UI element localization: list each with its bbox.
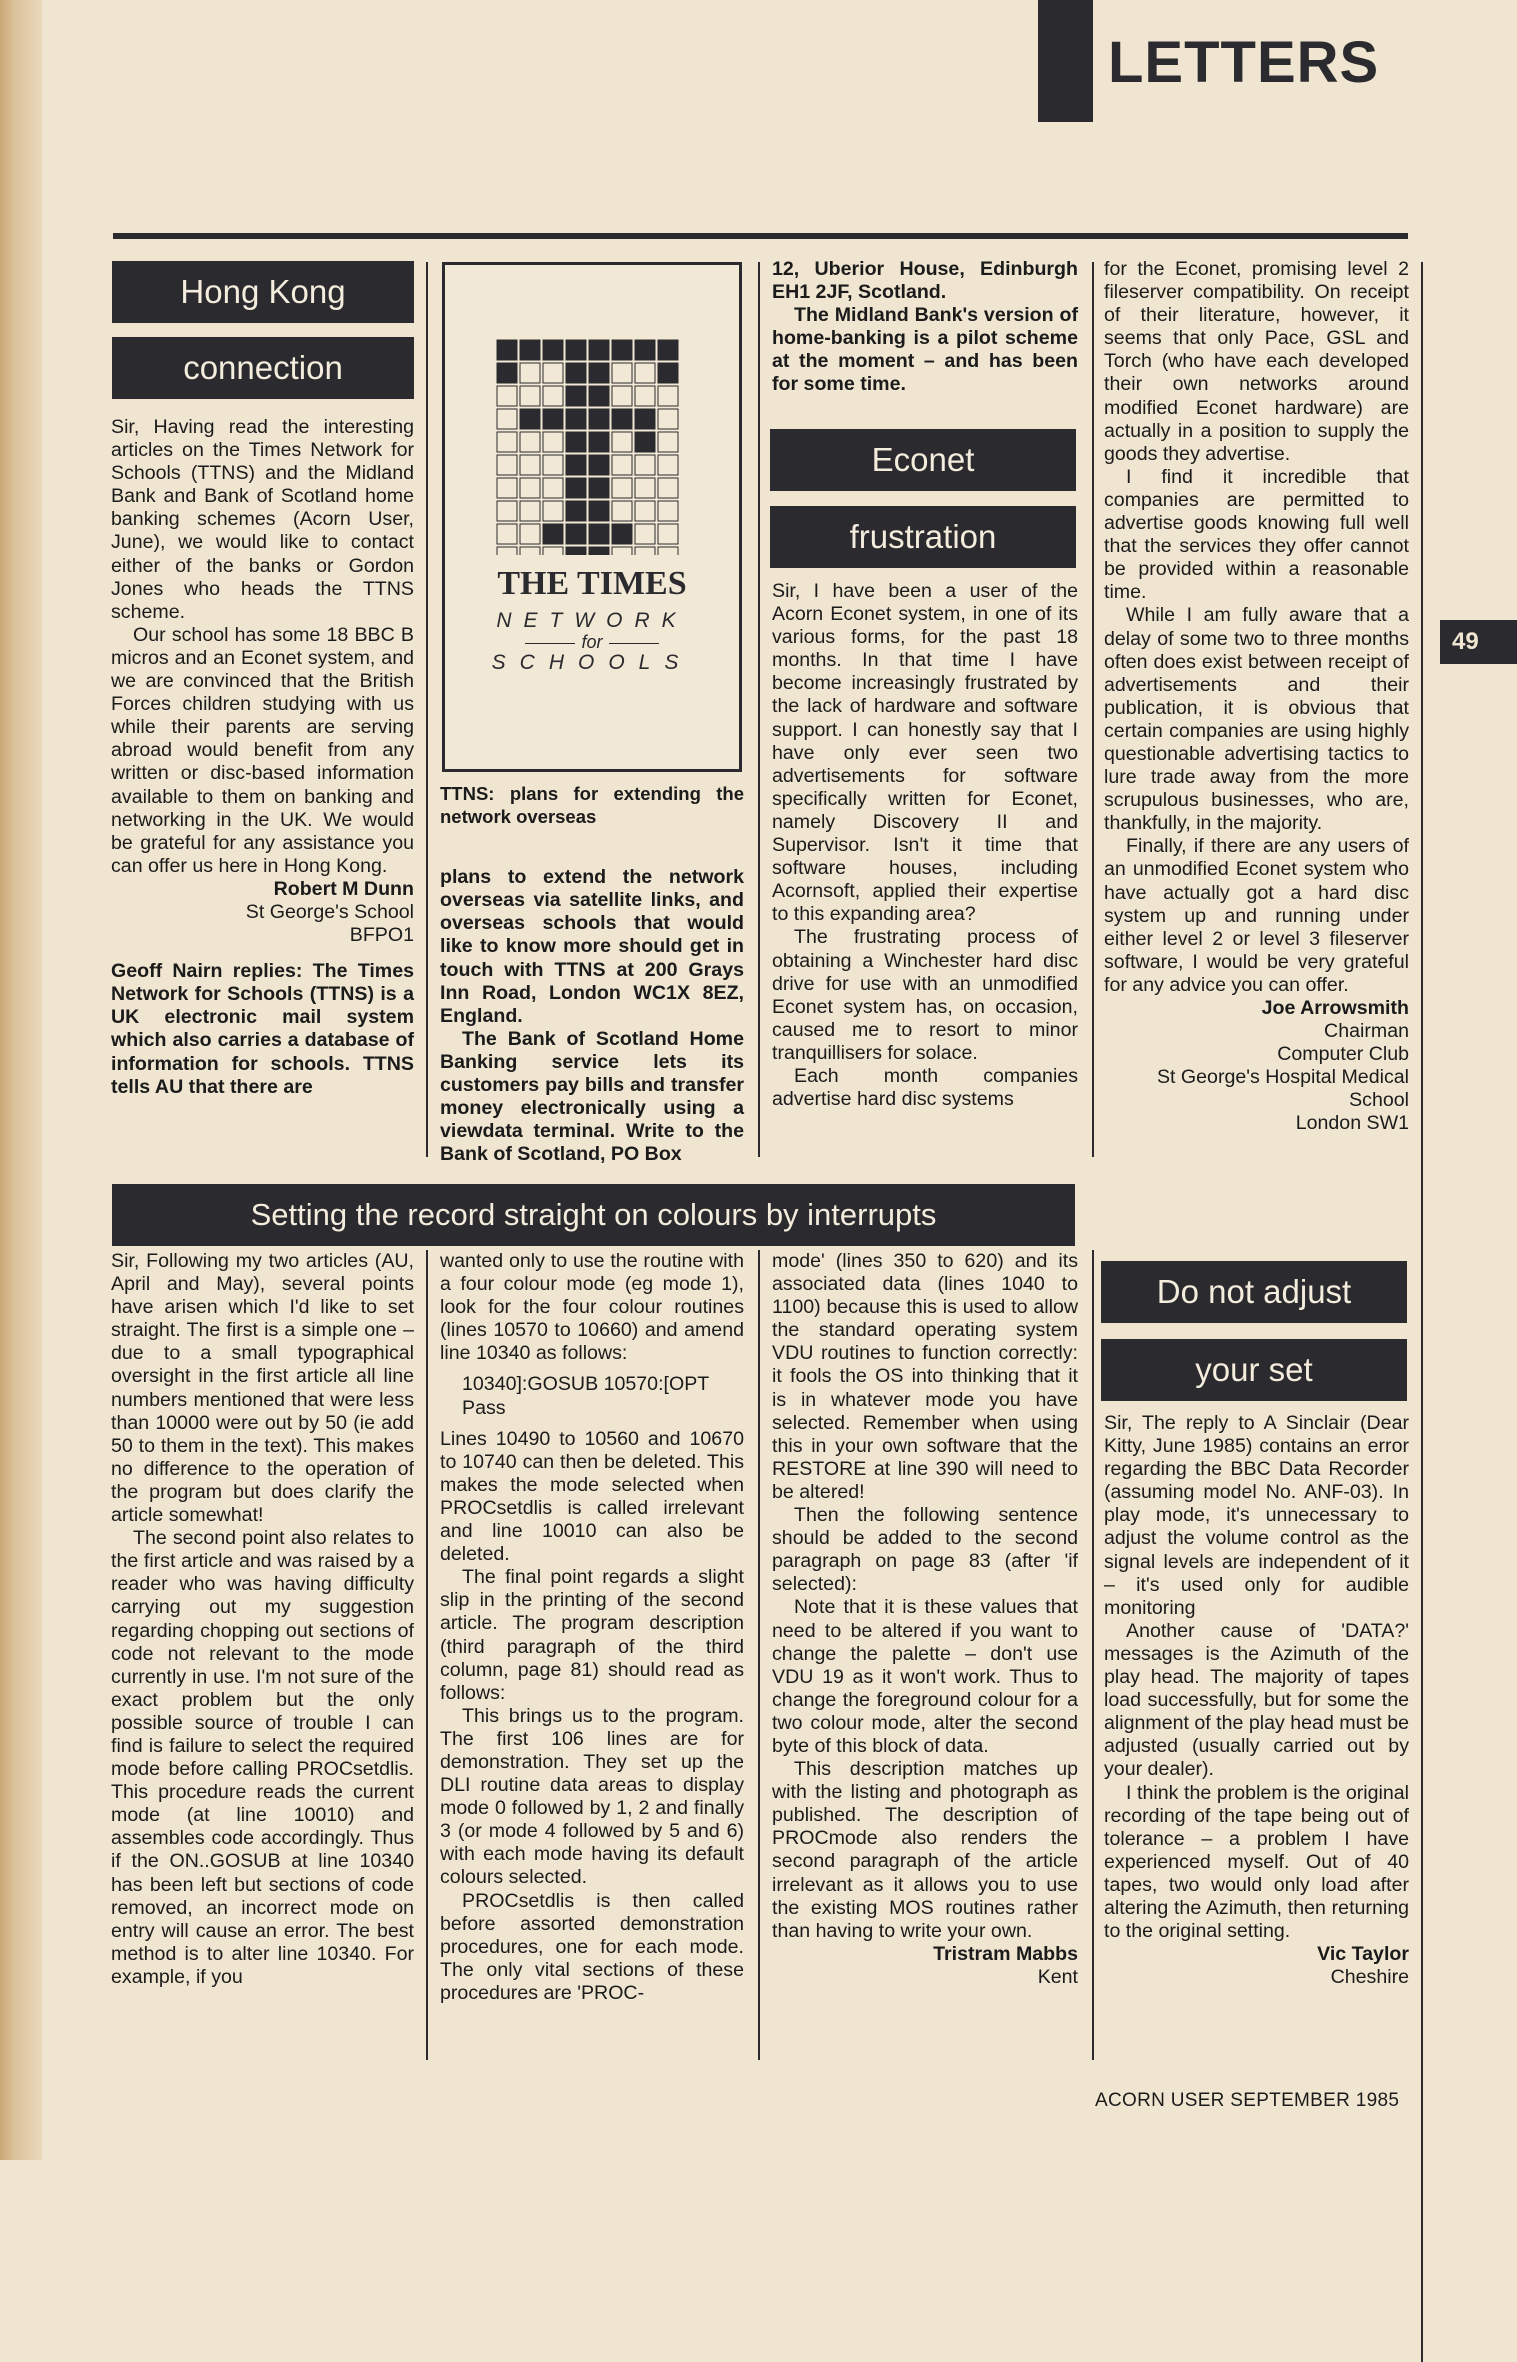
logo-grid-cell: [589, 432, 609, 452]
econet-column-top: [772, 258, 1078, 397]
logo-grid-cell: [658, 547, 678, 555]
logo-grid-cell: [497, 455, 517, 475]
signature-name: Tristram Mabbs: [933, 1942, 1078, 1965]
paragraph: Each month companies advertise hard disc systems: [772, 1064, 1078, 1111]
ttns-logo-network: NETWORK: [496, 609, 688, 632]
logo-grid-cell: [589, 386, 609, 406]
letter-hong-kong-column: [111, 416, 414, 1099]
paragraph: PROCsetdlis is then called before assorted demonstration procedures, one for each mode. The only vital sections of these procedures are 'PROC-: [440, 1889, 744, 2004]
letter-heading: Setting the record straight on colours by interrupts: [113, 1185, 1074, 1245]
logo-grid-cell: [635, 501, 655, 521]
letter-heading: Do not adjust: [1102, 1262, 1406, 1322]
ttns-logo-for: [445, 632, 739, 653]
colours-column-2: [440, 1250, 744, 2005]
logo-grid-cell: [520, 432, 540, 452]
logo-grid-cell: [520, 409, 540, 429]
column-divider: [758, 262, 760, 1157]
signature-line: School: [1349, 1089, 1409, 1112]
logo-grid-cell: [497, 386, 517, 406]
logo-grid-cell: [589, 547, 609, 555]
signature-line: London SW1: [1295, 1112, 1409, 1135]
logo-grid-cell: [612, 409, 632, 429]
logo-grid-cell: [566, 524, 586, 544]
logo-grid-cell: [658, 363, 678, 383]
column-divider: [426, 262, 428, 1157]
letter-heading: frustration: [771, 507, 1075, 567]
paragraph: for the Econet, promising level 2 fileserver compatibility. On receipt of their literature, however, it seems that only Pace, GSL and Torch (who have each developed their own networks around modified Econet hardware) are actually in a position to supply the goods they advertise.: [1104, 258, 1409, 465]
logo-grid-cell: [566, 432, 586, 452]
colours-column-1: [111, 1250, 414, 1989]
logo-grid-cell: [589, 340, 609, 360]
editor-reply: The Midland Bank's version of home-banking is a pilot scheme at the moment – and has been for some time.: [772, 304, 1078, 396]
paragraph: wanted only to use the routine with a four colour mode (eg mode 1), look for the four colour routines (lines 10570 to 10660) and amend line 10340 as follows:: [440, 1250, 744, 1365]
logo-grid-cell: [589, 409, 609, 429]
logo-grid-cell: [497, 478, 517, 498]
logo-grid-cell: [543, 340, 563, 360]
letter-heading: connection: [113, 338, 413, 398]
logo-grid-cell: [566, 478, 586, 498]
logo-grid-cell: [612, 547, 632, 555]
ttns-column: [440, 782, 744, 1166]
logo-grid-cell: [658, 340, 678, 360]
paragraph: Finally, if there are any users of an unmodified Econet system who have actually got a hard disc system up and running under either level 2 or level 3 fileserver software, I would be very grateful for any advice you can offer.: [1104, 835, 1409, 996]
paragraph: The final point regards a slight slip in the printing of the second article. The program description (third paragraph of the third column, page 81) should read as follows:: [440, 1566, 744, 1704]
logo-grid-cell: [635, 432, 655, 452]
logo-grid-cell: [658, 524, 678, 544]
paragraph: Lines 10490 to 10560 and 10670 to 10740 can then be deleted. This makes the mode selected when PROCsetdlis is called irrelevant and line 10010 can also be deleted.: [440, 1427, 744, 1566]
editor-reply: The Bank of Scotland Home Banking service lets its customers pay bills and transfer money electronically using a viewdata terminal. Write to the Bank of Scotland, PO Box: [440, 1027, 744, 1166]
editor-reply: plans to extend the network overseas via satellite links, and overseas schools that would like to know more should get in touch with TTNS at 200 Grays Inn Road, London WC1X 8EZ, England.: [440, 866, 744, 1027]
paragraph: While I am fully aware that a delay of some two to three months often does exist between receipt of advertisements and their publication, it is obvious that certain companies are using highly questionable advertising tactics to lure trade away from the more scrupulous businesses, who are, thankfully, in the majority.: [1104, 604, 1409, 835]
code-line: 10340]:GOSUB 10570:[OPT Pass: [462, 1373, 709, 1419]
paragraph: Sir, Having read the interesting articles on the Times Network for Schools (TTNS) and the Midland Bank and Bank of Scotland home banking schemes (Acorn User, June), we would like to contact either of the banks or Gordon Jones who heads the TTNS scheme.: [111, 416, 414, 623]
logo-grid-cell: [589, 478, 609, 498]
logo-grid-cell: [520, 363, 540, 383]
page-spine-edge: [0, 0, 42, 2160]
logo-grid-cell: [497, 340, 517, 360]
paragraph: Note that it is these values that need to be altered if you want to change the palette – don't use VDU 19 as it won't work. Thus to change the foreground colour for a two colour mode, alter the second byte of this block of data.: [772, 1596, 1078, 1757]
logo-grid-cell: [566, 501, 586, 521]
logo-grid-cell: [497, 547, 517, 555]
logo-grid-cell: [612, 340, 632, 360]
top-rule: [113, 233, 1408, 239]
letter-heading: Hong Kong: [113, 262, 413, 322]
logo-grid-cell: [566, 547, 586, 555]
logo-grid-cell: [543, 547, 563, 555]
logo-grid-cell: [612, 363, 632, 383]
logo-grid-cell: [566, 409, 586, 429]
colours-column-3: [772, 1250, 1078, 1989]
signature-line: St George's Hospital Medical: [1156, 1066, 1409, 1089]
signature-line: BFPO1: [349, 924, 414, 947]
column-divider: [758, 1250, 760, 2060]
econet-column-continued: [1104, 258, 1409, 1136]
logo-grid-cell: [520, 455, 540, 475]
logo-grid-cell: [520, 524, 540, 544]
logo-grid-cell: [658, 501, 678, 521]
adjust-column: [1104, 1412, 1409, 1989]
column-divider: [1092, 1250, 1094, 2060]
logo-grid-cell: [658, 409, 678, 429]
logo-grid-cell: [635, 455, 655, 475]
page-footer: ACORN USER SEPTEMBER 1985: [1095, 2090, 1400, 2111]
logo-grid-cell: [658, 432, 678, 452]
logo-grid-cell: [658, 478, 678, 498]
signature-name: Robert M Dunn: [273, 877, 414, 900]
section-marker-bar: [1038, 0, 1093, 122]
logo-grid-cell: [497, 501, 517, 521]
logo-grid-cell: [589, 524, 609, 544]
ttns-logo-title: THE TIMES: [497, 565, 687, 602]
econet-column: [772, 580, 1078, 1111]
paragraph: Sir, I have been a user of the Acorn Econet system, in one of its various forms, for the past 18 months. In that time I have become increasingly frustrated by the lack of hardware and software support. I can honestly say that I have only ever seen two advertisements for software specifically written for Econet, namely Discovery II and Supervisor. Isn't it time that software houses, including Acornsoft, applied their expertise to this expanding area?: [772, 580, 1078, 926]
logo-grid-cell: [566, 386, 586, 406]
logo-grid-cell: [612, 501, 632, 521]
logo-grid-cell: [543, 524, 563, 544]
logo-grid-cell: [612, 432, 632, 452]
logo-grid-cell: [543, 363, 563, 383]
paragraph: This description matches up with the listing and photograph as published. The description of PROCmode also renders the second paragraph of the article irrelevant as it allows you to use the existing MOS routines rather than having to write your own.: [772, 1758, 1078, 1942]
logo-grid-cell: [589, 501, 609, 521]
column-divider: [1421, 262, 1423, 2362]
paragraph: Another cause of 'DATA?' messages is the Azimuth of the play head. The majority of tapes load successfully, but for some the alignment of the play head must be adjusted (usually carried out by your dealer).: [1104, 1619, 1409, 1781]
logo-grid-cell: [635, 547, 655, 555]
logo-grid-cell: [520, 340, 540, 360]
logo-grid-cell: [520, 386, 540, 406]
paragraph: Sir, Following my two articles (AU, April and May), several points have arisen which I'd like to set straight. The first is a simple one – due to a small typographical oversight in the first article all line numbers mentioned that were less than 10000 were out by 50 (ie add 50 to them in the text). This makes no difference to the operation of the program but does clarify the article somewhat!: [111, 1250, 414, 1527]
paragraph: The second point also relates to the first article and was raised by a reader who was having difficulty carrying out my suggestion regarding chopping out sections of code not relevant to the mode currently in use. I'm not sure of the exact problem but the only possible source of trouble I can find is failure to select the required mode before calling PROCsetdlis. This procedure reads the current mode (at line 10010) and assembles code accordingly. Thus if the ON..GOSUB at line 10340 has been left but sections of code removed, an incorrect mode on entry will cause an error. The best method is to alter line 10340. For example, if you: [111, 1527, 414, 1988]
logo-grid-cell: [566, 363, 586, 383]
logo-grid-cell: [589, 363, 609, 383]
signature-name: Vic Taylor: [1317, 1943, 1409, 1966]
logo-grid-cell: [543, 386, 563, 406]
column-divider: [1092, 262, 1094, 1157]
paragraph: Then the following sentence should be added to the second paragraph on page 83 (after 'if selected):: [772, 1504, 1078, 1596]
logo-grid-cell: [543, 432, 563, 452]
paragraph: I find it incredible that companies are permitted to advertise goods knowing full well that the services they offer cannot be provided within a reasonable time.: [1104, 465, 1409, 604]
signature-line: Cheshire: [1330, 1966, 1409, 1989]
ttns-logo-schools: SCHOOLS: [491, 651, 693, 674]
logo-grid-cell: [497, 363, 517, 383]
signature-line: Kent: [1037, 1965, 1078, 1988]
logo-grid-cell: [543, 455, 563, 475]
logo-grid-cell: [612, 386, 632, 406]
editor-reply: Geoff Nairn replies: The Times Network for Schools (TTNS) is a UK electronic mail system which also carries a database of information for schools. TTNS tells AU that there are: [111, 960, 414, 1098]
signature-line: Computer Club: [1277, 1043, 1409, 1066]
logo-grid-cell: [543, 478, 563, 498]
ttns-logo-for-text: for: [581, 632, 603, 652]
logo-grid-cell: [658, 386, 678, 406]
paragraph: This brings us to the program. The first 106 lines are for demonstration. They set up the DLI routine data areas to display mode 0 followed by 1, 2 and finally 3 (or mode 4 followed by 5 and 6) with each mode having its default colours selected.: [440, 1704, 744, 1889]
logo-grid-cell: [612, 524, 632, 544]
paragraph: Sir, The reply to A Sinclair (Dear Kitty, June 1985) contains an error regarding the BBC Data Recorder (assuming model No. ANF-03). In play mode, it's unnecessary to adjust the volume control as the signal levels are independent of it – it's used only for audible monitoring: [1104, 1412, 1409, 1619]
logo-grid-cell: [589, 455, 609, 475]
logo-grid-cell: [520, 478, 540, 498]
letter-heading: your set: [1102, 1340, 1406, 1400]
signature-line: St George's School: [245, 900, 414, 923]
logo-grid-cell: [635, 363, 655, 383]
paragraph: I think the problem is the original recording of the tape being out of tolerance – a problem I have experienced myself. Out of 40 tapes, two would only load after altering the Azimuth, then returning to the original setting.: [1104, 1781, 1409, 1943]
logo-grid-cell: [612, 478, 632, 498]
logo-grid-cell: [520, 501, 540, 521]
paragraph: The frustrating process of obtaining a Winchester hard disc drive for use with an unmodified Econet system has, on occasion, caused me to resort to minor tranquillisers for solace.: [772, 926, 1078, 1064]
logo-grid-cell: [497, 524, 517, 544]
logo-grid-cell: [520, 547, 540, 555]
editor-reply: 12, Uberior House, Edinburgh EH1 2JF, Scotland.: [772, 258, 1078, 304]
column-divider: [426, 1250, 428, 2060]
section-title: LETTERS: [1108, 30, 1380, 95]
logo-grid-cell: [612, 455, 632, 475]
logo-grid-cell: [635, 524, 655, 544]
ttns-grid-logo: [445, 265, 739, 555]
logo-grid-cell: [497, 432, 517, 452]
logo-grid-cell: [497, 409, 517, 429]
logo-grid-cell: [635, 386, 655, 406]
logo-grid-cell: [566, 340, 586, 360]
logo-grid-cell: [635, 409, 655, 429]
figure-caption: TTNS: plans for extending the network overseas: [440, 783, 744, 828]
paragraph: Our school has some 18 BBC B micros and an Econet system, and we are convinced that the British Forces children studying with us while their parents are serving abroad would benefit from any written or disc-based information available to them on banking and networking in the UK. We would be grateful for any assistance you can offer us here in Hong Kong.: [111, 623, 414, 877]
page-number-tab: 49: [1440, 620, 1517, 664]
logo-grid-cell: [658, 455, 678, 475]
paragraph: mode' (lines 350 to 620) and its associated data (lines 1040 to 1100) because this is used to allow the standard operating system VDU routines to function correctly: it fools the OS into thinking that it is in whatever mode you have selected. Remember when using this in your own software that the RESTORE at line 390 will need to be altered!: [772, 1250, 1078, 1503]
logo-grid-cell: [635, 478, 655, 498]
signature-line: Chairman: [1324, 1020, 1409, 1043]
logo-grid-cell: [566, 455, 586, 475]
letter-heading: Econet: [771, 430, 1075, 490]
signature-name: Joe Arrowsmith: [1261, 997, 1409, 1019]
ttns-logo-box: [442, 262, 742, 772]
logo-grid-cell: [635, 340, 655, 360]
logo-grid-cell: [543, 409, 563, 429]
logo-grid-cell: [543, 501, 563, 521]
